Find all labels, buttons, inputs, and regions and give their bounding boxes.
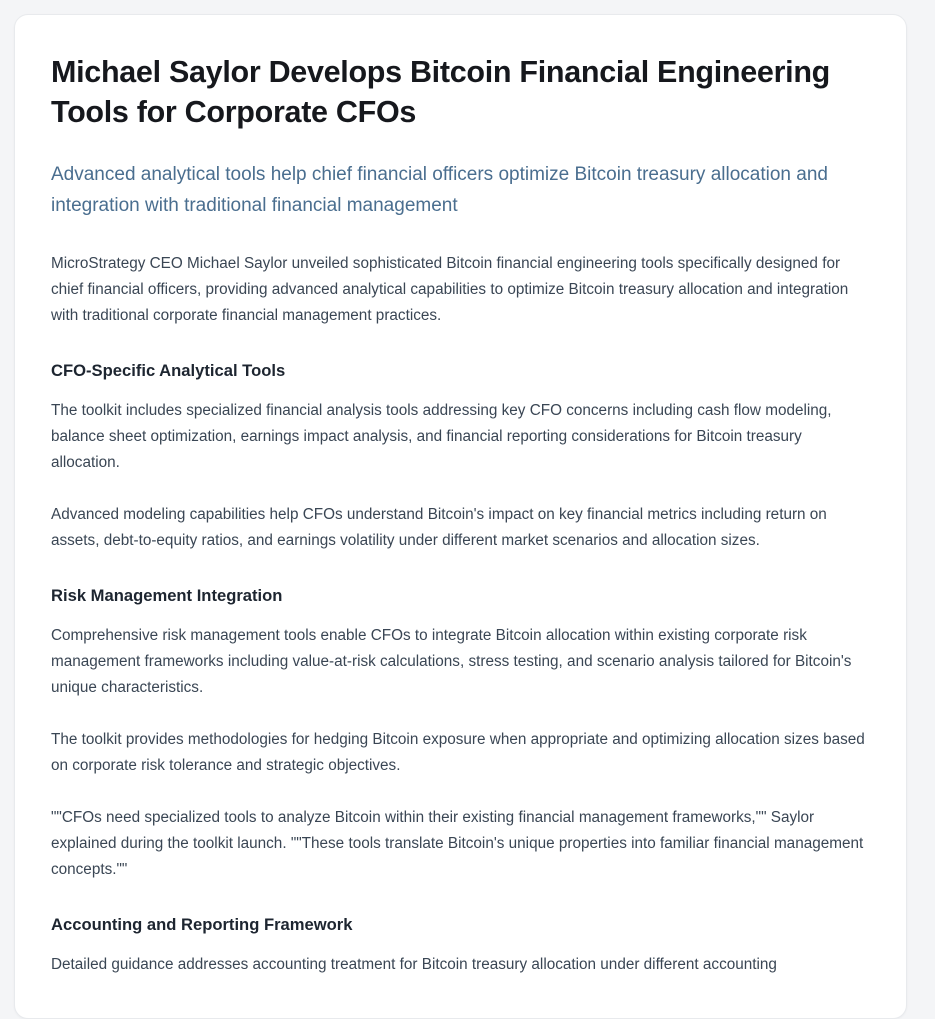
article-lead-paragraph: MicroStrategy CEO Michael Saylor unveiled sophisticated Bitcoin financial engineering tools specifically designed for chief financial officers, providing advanced analytical capabilities to optimize Bitcoin treasury allocation and integration with traditional corporate financial management practices.	[51, 255, 849, 324]
section-paragraph: The toolkit includes specialized financial analysis tools addressing key CFO concerns including cash flow modeling, balance sheet optimization, earnings impact analysis, and financial reporting considerations for Bitcoin treasury allocation.	[51, 402, 832, 471]
article-subtitle: Advanced analytical tools help chief financial officers optimize Bitcoin treasury allocation and integration with traditional financial management	[51, 164, 828, 216]
section-paragraph: The toolkit provides methodologies for hedging Bitcoin exposure when appropriate and optimizing allocation sizes based on corporate risk tolerance and strategic objectives.	[51, 731, 865, 774]
section-heading-risk-management: Risk Management Integration	[51, 586, 283, 605]
section-heading-cfo-tools: CFO-Specific Analytical Tools	[51, 361, 286, 380]
section-paragraph: Comprehensive risk management tools enable CFOs to integrate Bitcoin allocation within existing corporate risk management frameworks including value-at-risk calculations, stress testing, and scenario analysis tailored for Bitcoin's unique characteristics.	[51, 627, 852, 696]
section-paragraph: Advanced modeling capabilities help CFOs understand Bitcoin's impact on key financial metrics including return on assets, debt-to-equity ratios, and earnings volatility under different market scenarios and allocation sizes.	[51, 506, 827, 549]
pull-quote: ""CFOs need specialized tools to analyze Bitcoin within their existing financial management frameworks,"" Saylor explained during the toolkit launch. ""These tools translate Bitcoin's unique properties into familiar financial management concepts.""	[51, 809, 864, 878]
section-heading-accounting: Accounting and Reporting Framework	[51, 915, 353, 934]
section-paragraph: Detailed guidance addresses accounting treatment for Bitcoin treasury allocation under different accounting	[51, 956, 777, 973]
page-title: Michael Saylor Develops Bitcoin Financial Engineering Tools for Corporate CFOs	[51, 55, 830, 129]
article-card	[14, 14, 907, 1019]
